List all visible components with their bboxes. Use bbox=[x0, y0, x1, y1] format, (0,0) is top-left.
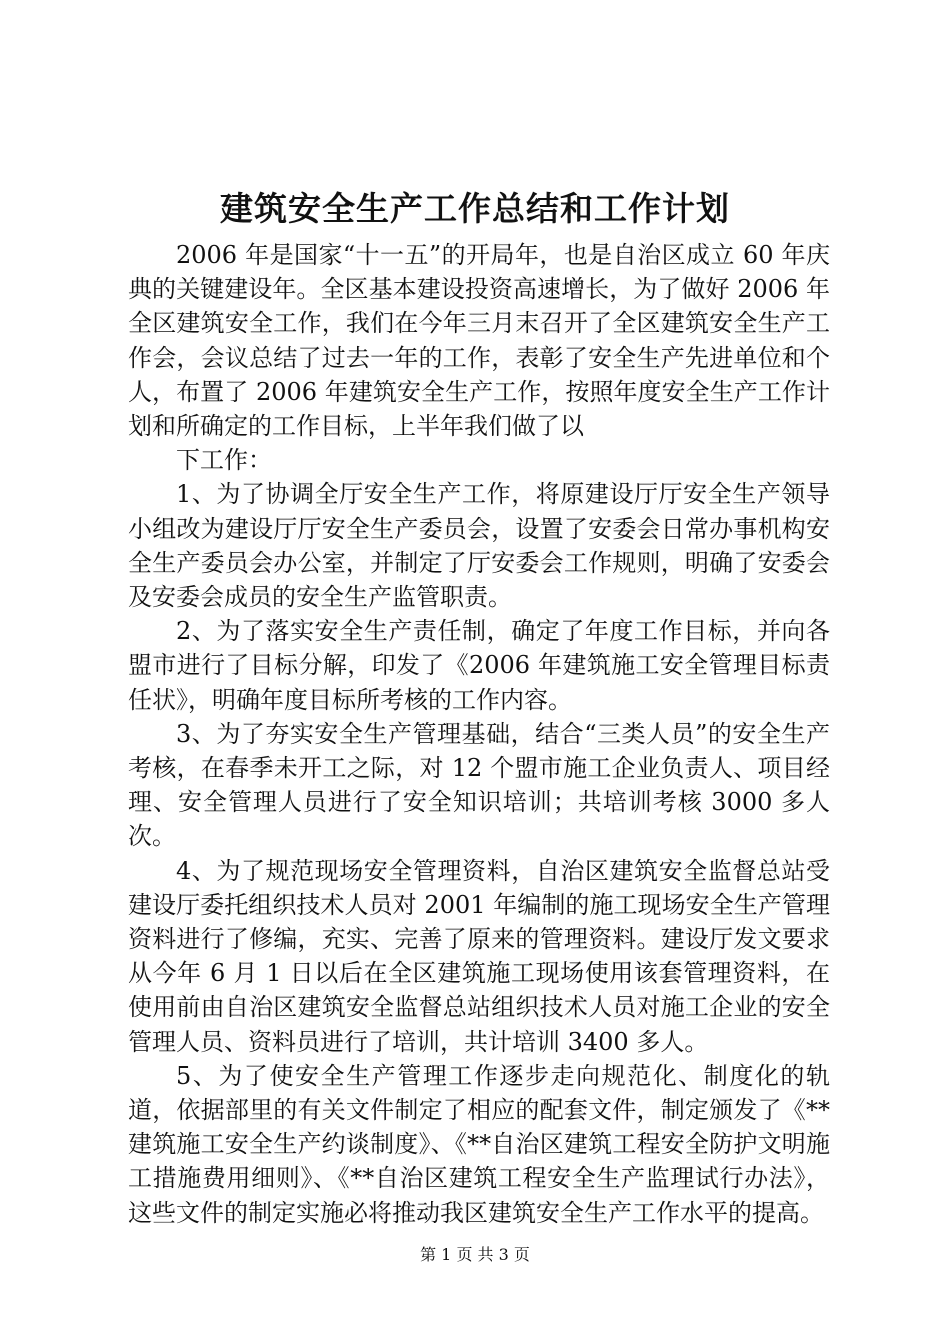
page-footer: 第 1 页 共 3 页 bbox=[420, 1245, 530, 1264]
document-title: 建筑安全生产工作总结和工作计划 bbox=[220, 189, 730, 228]
paragraph-item-1: 1、为了协调全厅安全生产工作，将原建设厅厅安全生产领导小组改为建设厅厅安全生产委员会，设置了安委会日常办事机构安全生产委员会办公室，并制定了厅安委会工作规则，明确了安委会及安委会成员的安全生产监管职责。 bbox=[128, 480, 830, 612]
paragraph-item-4: 4、为了规范现场安全管理资料，自治区建筑安全监督总站受建设厅委托组织技术人员对 2001 年编制的施工现场安全生产管理资料进行了修编，充实、完善了原来的管理资料。建设厅发文要求从今年 6 月 1 日以后在全区建筑施工现场使用该套管理资料，在使用前由自治区建筑安全监督总站组织技术人员对施工企业的安全管理人员、资料员进行了培训，共计培训 3400 多人。 bbox=[128, 856, 830, 1056]
paragraph-intro-continuation: 下工作： bbox=[176, 446, 272, 475]
document-body bbox=[128, 238, 830, 1230]
paragraph-intro: 2006 年是国家“十一五”的开局年，也是自治区成立 60 年庆典的关键建设年。全区基本建设投资高速增长，为了做好 2006 年全区建筑安全工作，我们在今年三月末召开了全区建筑安全生产工作会，会议总结了过去一年的工作，表彰了安全生产先进单位和个人，布置了 2006 年建筑安全生产工作，按照年度安全生产工作计划和所确定的工作目标，上半年我们做了以 bbox=[128, 241, 830, 441]
paragraph-item-2: 2、为了落实安全生产责任制，确定了年度工作目标，并向各盟市进行了目标分解，印发了《2006 年建筑施工安全管理目标责任状》，明确年度目标所考核的工作内容。 bbox=[128, 617, 830, 714]
paragraph-item-3: 3、为了夯实安全生产管理基础，结合“三类人员”的安全生产考核，在春季未开工之际，对 12 个盟市施工企业负责人、项目经理、安全管理人员进行了安全知识培训；共培训考核 3000 多人次。 bbox=[128, 719, 830, 851]
paragraph-item-5: 5、为了使安全生产管理工作逐步走向规范化、制度化的轨道，依据部里的有关文件制定了相应的配套文件，制定颁发了《**建筑施工安全生产约谈制度》、《**自治区建筑工程安全防护文明施工措施费用细则》、《**自治区建筑工程安全生产监理试行办法》，这些文件的制定实施必将推动我区建筑安全生产工作水平的提高。 bbox=[128, 1061, 830, 1227]
